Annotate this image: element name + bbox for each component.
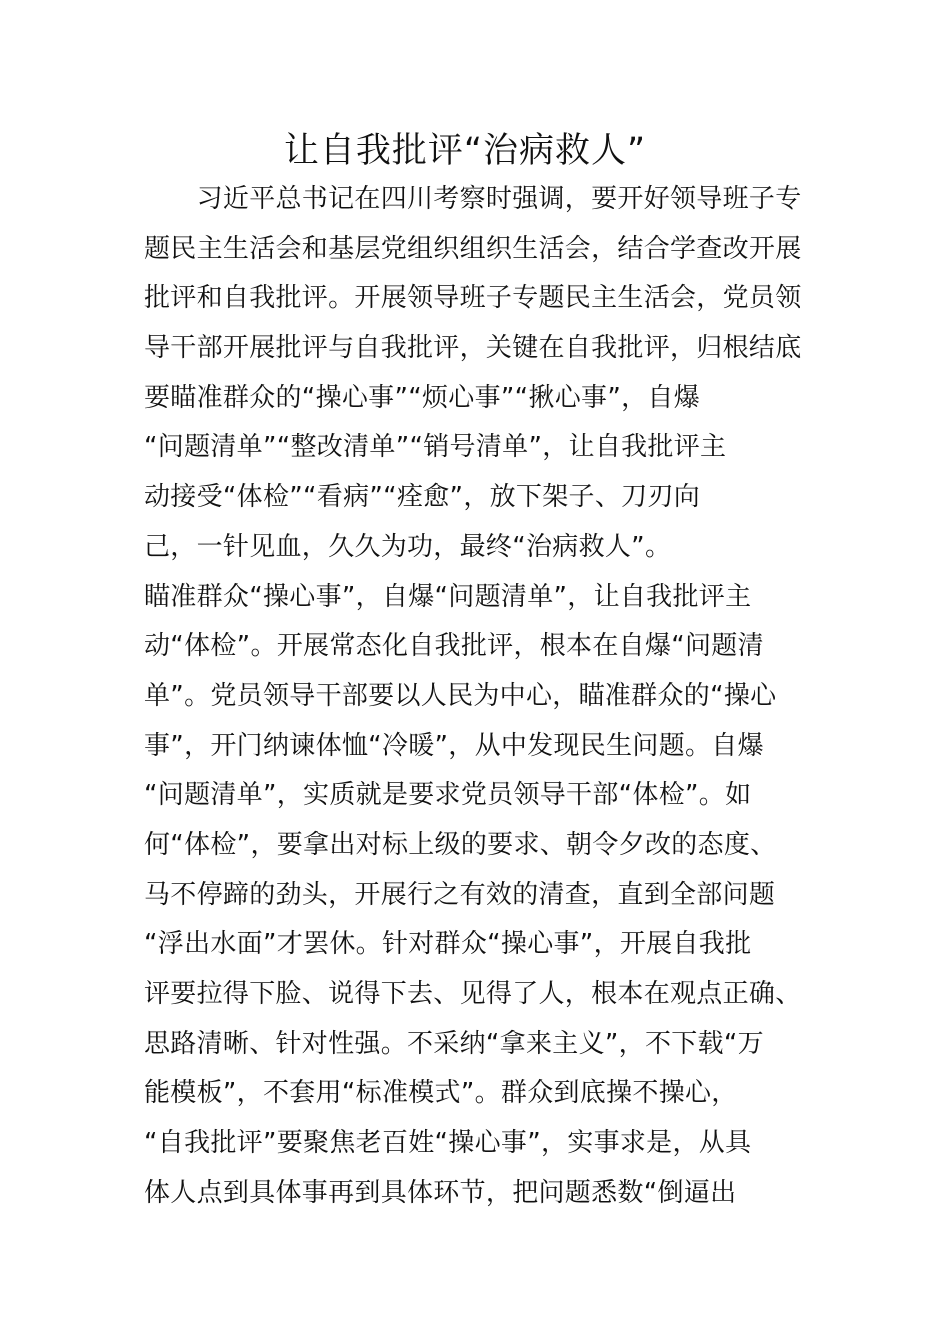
- text-line: 动“体检”。开展常态化自我批评，根本在自爆“问题清: [144, 631, 764, 662]
- text-line: 习近平总书记在四川考察时强调，要开好领导班子专: [144, 184, 802, 214]
- text-line: 何“体检”，要拿出对标上级的要求、朝令夕改的态度、: [144, 829, 777, 860]
- text-line: “问题清单”“整改清单”“销号清单”，让自我批评主: [144, 432, 727, 463]
- text-line: 思路清晰、针对性强。不采纳“拿来主义”，不下载“万: [144, 1028, 764, 1059]
- text-line: 瞄准群众“操心事”，自爆“问题清单”，让自我批评主: [144, 581, 752, 612]
- text-line: 导干部开展批评与自我批评，关键在自我批评，归根结底: [144, 333, 802, 364]
- text-line: 己，一针见血，久久为功，最终“治病救人”。: [144, 531, 672, 562]
- text-line: 事”，开门纳谏体恤“冷暖”，从中发现民生问题。自爆: [144, 730, 764, 761]
- text-line: 动接受“体检”“看病”“痊愈”，放下架子、刀刃向: [144, 482, 701, 513]
- text-line: 题民主生活会和基层党组织组织生活会，结合学查改开展: [144, 233, 802, 264]
- text-line: “问题清单”，实质就是要求党员领导干部“体检”。如: [144, 780, 752, 811]
- text-line: 体人点到具体事再到具体环节，把问题悉数“倒逼出: [144, 1177, 737, 1208]
- text-line: “浮出水面”才罢休。针对群众“操心事”，开展自我批: [144, 929, 752, 960]
- text-line: 评要拉得下脸、说得下去、见得了人，根本在观点正确、: [144, 979, 802, 1009]
- text-line: “自我批评”要聚焦老百姓“操心事”，实事求是，从具: [144, 1128, 752, 1159]
- document-title: 让自我批评“治病救人”: [283, 131, 647, 171]
- text-line: 单”。党员领导干部要以人民为中心，瞄准群众的“操心: [144, 680, 777, 711]
- text-line: 马不停蹄的劲头，开展行之有效的清查，直到全部问题: [144, 879, 776, 910]
- document-body: [144, 175, 814, 1218]
- text-line: 能模板”，不套用“标准模式”。群众到底操不操心，: [144, 1078, 738, 1109]
- text-line: 批评和自我批评。开展领导班子专题民主生活会，党员领: [144, 283, 802, 314]
- text-line: 要瞄准群众的“操心事”“烦心事”“揪心事”，自爆: [144, 382, 701, 413]
